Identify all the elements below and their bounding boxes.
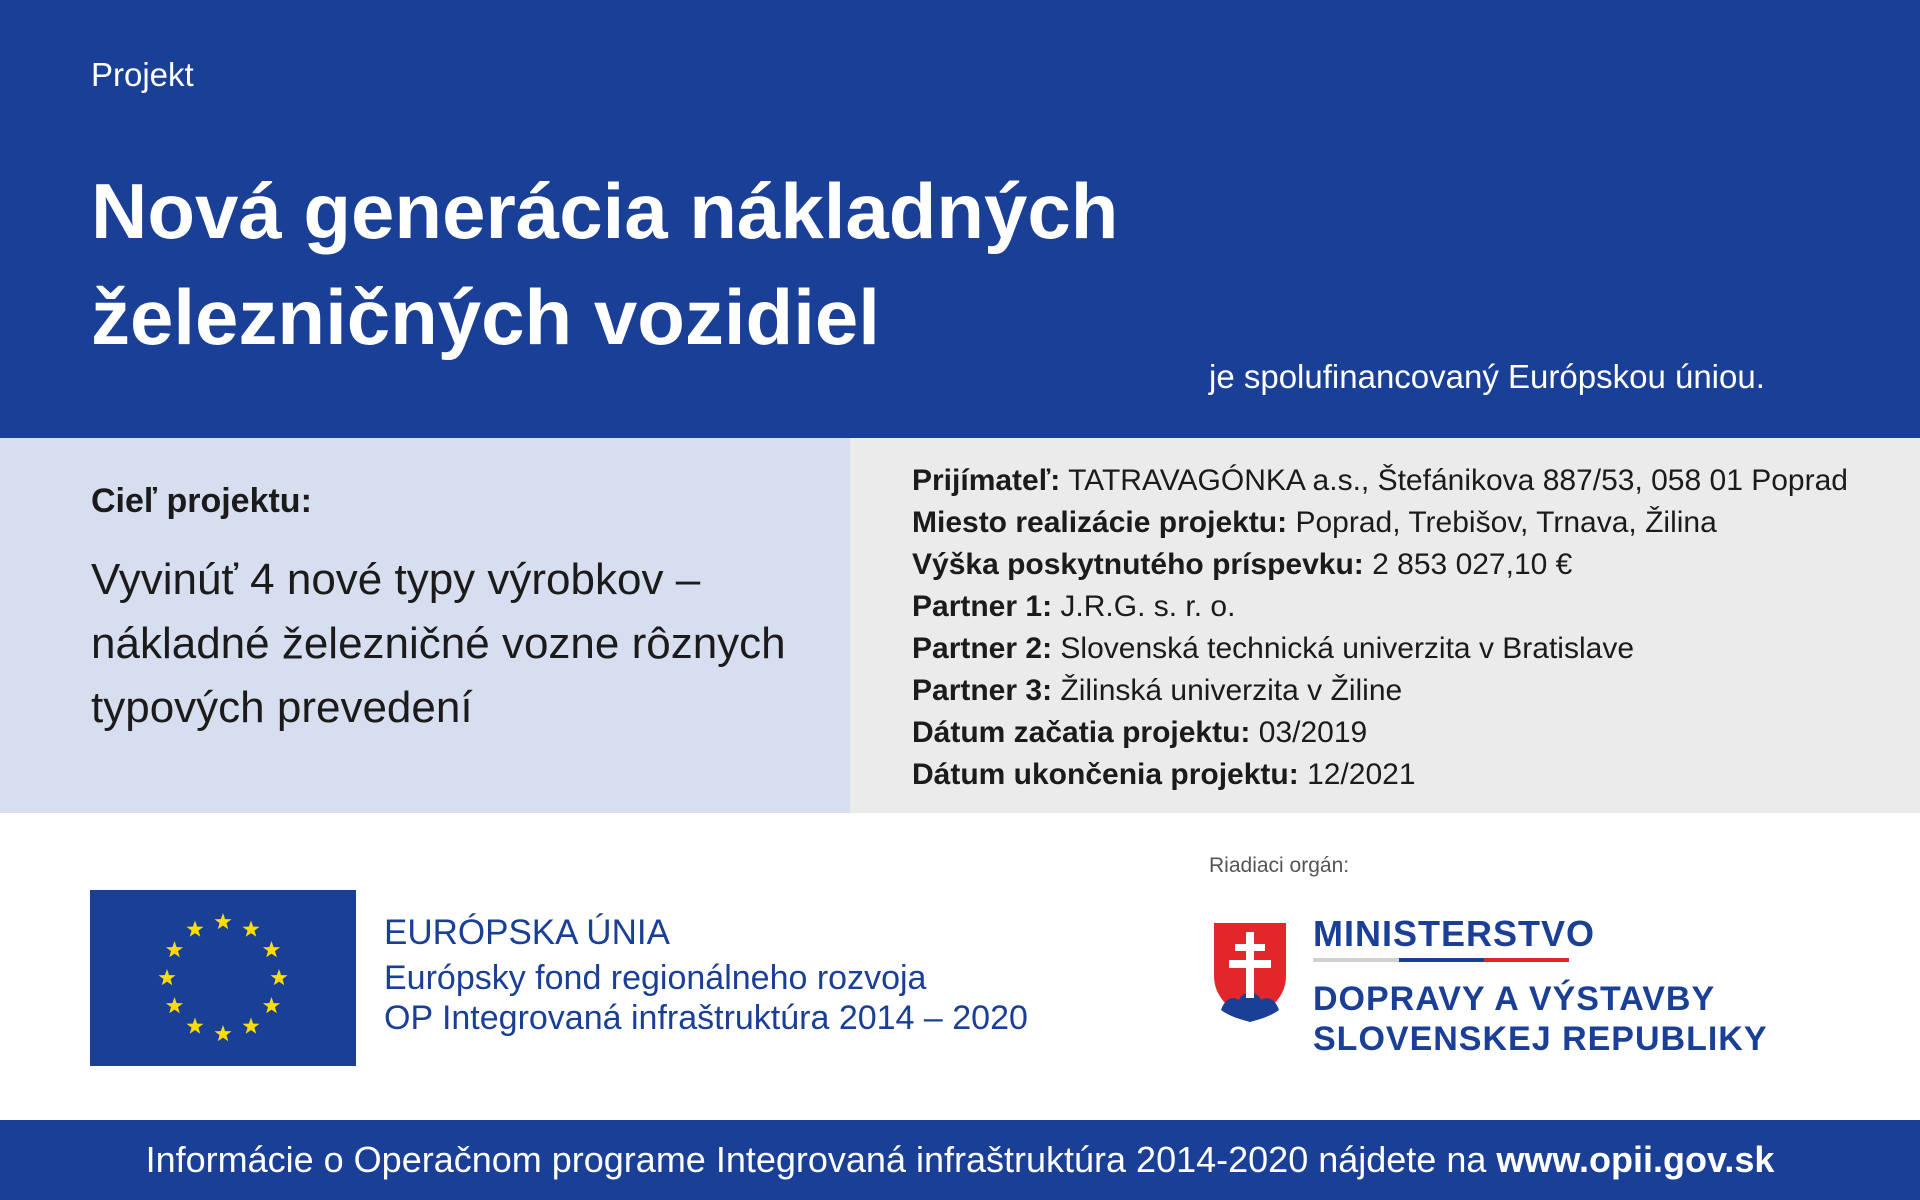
project-info-panel xyxy=(850,438,1920,813)
eu-programme: OP Integrovaná infraštruktúra 2014 – 2020 xyxy=(384,999,1028,1037)
info-value: Slovenská technická univerzita v Bratislave xyxy=(1060,632,1635,665)
eu-star-icon xyxy=(166,997,183,1013)
info-key: Výška poskytnutého príspevku: xyxy=(912,548,1364,581)
info-row-partner-3 xyxy=(912,670,1848,712)
goal-text: Vyvinúť 4 nové typy výrobkov – nákladné železničné vozne rôznych typových prevedení xyxy=(91,555,786,732)
eu-star-icon xyxy=(242,921,259,937)
eu-star-icon xyxy=(263,997,280,1013)
info-value: J.R.G. s. r. o. xyxy=(1060,590,1236,623)
info-value: Žilinská univerzita v Žiline xyxy=(1060,674,1403,707)
ministry-tricolor-rule xyxy=(1313,958,1569,966)
eu-star-icon xyxy=(186,1018,203,1034)
info-key: Partner 1: xyxy=(912,590,1053,623)
eu-star-icon xyxy=(263,941,280,957)
info-value: 12/2021 xyxy=(1307,758,1416,791)
ministry-line-3: SLOVENSKEJ REPUBLIKY xyxy=(1313,1020,1768,1058)
footer-bar xyxy=(0,1120,1920,1200)
goal-label: Cieľ projektu: xyxy=(91,482,312,520)
info-value: Poprad, Trebišov, Trnava, Žilina xyxy=(1295,506,1717,539)
info-key: Partner 2: xyxy=(912,632,1053,665)
eu-title: EURÓPSKA ÚNIA xyxy=(384,913,670,952)
info-value: TATRAVAGÓNKA a.s., Štefánikova 887/53, 058 01 Poprad xyxy=(1068,464,1848,497)
footer-link[interactable]: www.opii.gov.sk xyxy=(1496,1139,1775,1180)
ministry-line-2: DOPRAVY A VÝSTAVBY xyxy=(1313,980,1716,1018)
eu-fund: Európsky fond regionálneho rozvoja xyxy=(384,959,927,997)
info-row-recipient xyxy=(912,460,1848,502)
eu-star-icon xyxy=(166,941,183,957)
ministry-line-1: MINISTERSTVO xyxy=(1313,913,1596,954)
info-row-partner-2 xyxy=(912,628,1848,670)
cofinanced-note: je spolufinancovaný Európskou úniou. xyxy=(1209,358,1765,395)
project-info-list xyxy=(912,460,1848,796)
project-title: Nová generácia nákladných železničných vozidiel xyxy=(91,167,1119,361)
eu-star-icon xyxy=(270,969,287,985)
eu-flag-stars xyxy=(90,890,356,1066)
eu-flag-icon xyxy=(90,890,356,1066)
info-key: Dátum začatia projektu: xyxy=(912,716,1251,749)
eu-star-icon xyxy=(242,1018,259,1034)
info-key: Dátum ukončenia projektu: xyxy=(912,758,1299,791)
goal-panel xyxy=(0,438,850,813)
ministry-logo-text xyxy=(1313,912,1768,1059)
header-banner xyxy=(0,0,1920,438)
info-value: 2 853 027,10 € xyxy=(1372,548,1573,581)
info-value: 03/2019 xyxy=(1258,716,1368,749)
footer-text: Informácie o Operačnom programe Integrovaná infraštruktúra 2014-2020 nájdete na xyxy=(145,1139,1487,1180)
eu-star-icon xyxy=(214,1025,231,1041)
project-label: Projekt xyxy=(91,56,194,93)
info-row-partner-1 xyxy=(912,586,1848,628)
eu-text-block xyxy=(384,908,1028,1038)
info-key: Prijímateľ: xyxy=(912,464,1061,497)
managing-authority-label: Riadiaci orgán: xyxy=(1209,854,1350,877)
eu-star-icon xyxy=(214,913,231,929)
info-row-start-date xyxy=(912,712,1848,754)
info-row-contribution xyxy=(912,544,1848,586)
eu-star-icon xyxy=(186,921,203,937)
eu-star-icon xyxy=(158,969,175,985)
slovak-coat-of-arms-icon xyxy=(1209,918,1291,1024)
info-key: Partner 3: xyxy=(912,674,1053,707)
info-row-end-date xyxy=(912,754,1848,796)
info-row-location xyxy=(912,502,1848,544)
info-key: Miesto realizácie projektu: xyxy=(912,506,1288,539)
